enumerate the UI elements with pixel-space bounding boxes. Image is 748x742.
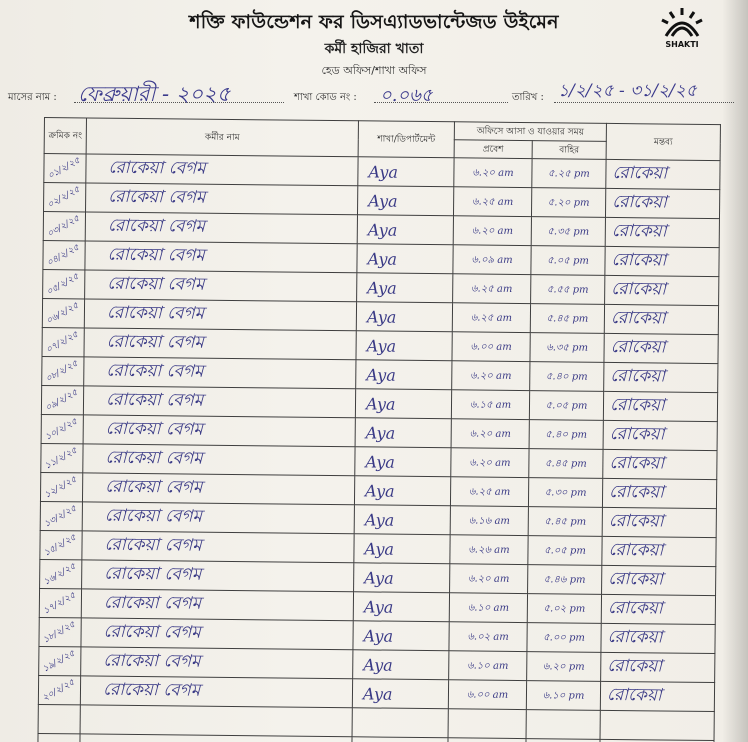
dept-cell (355, 447, 451, 477)
empty-cell (38, 733, 80, 742)
in-time-value: ৬.২৫ am (470, 311, 513, 324)
serial-value: ১৮/২/২৫ (41, 619, 78, 646)
empty-cell (38, 704, 80, 733)
empty-cell (448, 709, 526, 739)
out-time-cell (528, 507, 602, 537)
header-time-group: অফিসে আসা ও যাওয়ার সময় (454, 122, 606, 142)
out-time-cell (529, 391, 603, 421)
name-cell (82, 502, 354, 534)
name-cell (82, 473, 354, 505)
name-cell (86, 154, 358, 186)
serial-cell (43, 269, 85, 298)
remark-signature: রোকেয়া (609, 423, 665, 445)
remark-cell (604, 362, 718, 392)
serial-cell (40, 530, 82, 559)
name-cell (80, 676, 352, 708)
empty-cell (448, 738, 526, 742)
remark-cell (602, 536, 716, 566)
out-time-cell (528, 478, 602, 508)
in-time-cell (449, 622, 527, 652)
name-cell (85, 212, 357, 244)
out-time-value: ৫.৪৫ pm (546, 312, 589, 325)
in-time-value: ৬.১০ am (467, 601, 510, 614)
out-time-value: ৫.০৫ pm (544, 544, 586, 557)
employee-name: রোকেয়া বেগম (104, 534, 202, 556)
employee-name: রোকেয়া বেগম (106, 360, 204, 382)
in-time-cell (451, 448, 529, 478)
dept-cell (354, 476, 450, 506)
out-time-cell (529, 449, 603, 479)
serial-cell (40, 472, 82, 501)
serial-value: ০৬/২/২৫ (44, 300, 81, 327)
remark-cell (601, 623, 715, 653)
name-cell (83, 386, 355, 418)
out-time-cell (528, 536, 602, 566)
out-time-value: ৫.৪৫ pm (544, 457, 587, 470)
remark-signature: রোকেয়া (612, 191, 668, 213)
dept-cell (352, 679, 448, 709)
out-time-value: ৫.৪৫ pm (544, 515, 587, 528)
dept-cell (356, 331, 452, 361)
sun-rays-logo-icon (656, 6, 708, 40)
employee-name: রোকেয়া বেগম (103, 621, 201, 643)
in-time-value: ৬.০৯ am (471, 253, 513, 266)
serial-value: ১৯/২/২৫ (41, 648, 77, 675)
in-time-value: ৬.০০ am (470, 340, 512, 353)
remark-signature: রোকেয়া (608, 568, 664, 590)
out-time-cell (531, 275, 605, 305)
remark-signature: রোকেয়া (609, 394, 665, 416)
out-time-value: ৫.২৫ pm (548, 167, 590, 180)
remark-signature: রোকেয়া (607, 626, 663, 648)
serial-cell (41, 385, 83, 414)
dept-cell (357, 186, 453, 216)
dept-cell (355, 418, 451, 448)
department-value: Aya (364, 509, 395, 530)
serial-value: ১১/২/২৫ (43, 445, 80, 472)
remark-signature: রোকেয়া (610, 365, 666, 387)
department-value: Aya (365, 393, 396, 414)
serial-cell (39, 617, 81, 646)
name-cell (82, 560, 354, 592)
remark-signature: রোকেয়া (611, 249, 667, 271)
department-value: Aya (367, 248, 398, 269)
name-cell (81, 618, 353, 650)
in-time-value: ৬.২০ am (467, 572, 510, 585)
serial-value: ০২/২/২৫ (46, 184, 82, 211)
in-time-cell (448, 680, 526, 710)
serial-value: ০৪/২/২৫ (45, 242, 82, 269)
in-time-cell (451, 390, 529, 420)
employee-name: রোকেয়া বেগম (106, 302, 205, 324)
header-dept: শাখা/ডিপার্টমেন্ট (358, 121, 454, 158)
remark-cell (605, 246, 719, 276)
employee-name: রোকেয়া বেগম (103, 650, 201, 672)
remark-signature: রোকেয়া (606, 684, 662, 706)
name-cell (84, 357, 356, 389)
in-time-cell (452, 332, 530, 362)
in-time-value: ৬.২০ am (471, 224, 514, 237)
remark-cell (602, 565, 716, 595)
department-value: Aya (363, 625, 394, 646)
department-value: Aya (363, 654, 393, 675)
serial-value: ০৫/২/২৫ (45, 271, 81, 298)
dept-cell (357, 244, 453, 274)
remark-signature: রোকেয়া (607, 655, 663, 677)
out-time-cell (531, 217, 605, 247)
employee-name: রোকেয়া বেগম (108, 186, 206, 208)
out-time-cell (527, 652, 601, 682)
serial-cell (43, 240, 85, 269)
employee-name: রোকেয়া বেগম (105, 476, 203, 498)
in-time-value: ৬.২০ am (470, 369, 512, 382)
header-out: বাহির (532, 141, 606, 160)
in-time-cell (454, 158, 532, 188)
out-time-value: ৫.৩০ pm (544, 486, 587, 499)
remark-signature: রোকেয়া (609, 452, 665, 474)
remark-cell (601, 594, 715, 624)
name-cell (81, 647, 353, 679)
remark-cell (605, 188, 719, 218)
remark-cell (603, 391, 717, 421)
serial-value: ১৩/২/২৫ (42, 503, 79, 530)
serial-value: ০৭/২/২৫ (44, 329, 81, 356)
remark-cell (601, 652, 715, 682)
in-time-cell (452, 303, 530, 333)
remark-cell (602, 507, 716, 537)
branch-code-label: শাখা কোড নং : (294, 92, 357, 103)
out-time-value: ৫.৪০ pm (545, 370, 588, 383)
serial-value: ০৮/২/২৫ (44, 358, 80, 385)
in-time-value: ৬.২০ am (469, 456, 511, 469)
serial-value: ০৯/২/২৫ (43, 387, 80, 414)
in-time-cell (450, 535, 528, 565)
out-time-cell (527, 594, 601, 624)
in-time-value: ৬.২৬ am (468, 543, 510, 556)
dept-cell (354, 505, 450, 535)
dept-cell (357, 273, 453, 303)
in-time-value: ৬.১৫ am (469, 398, 512, 411)
remark-signature: রোকেয়া (612, 162, 668, 184)
dept-cell (358, 157, 454, 187)
remark-signature: রোকেয়া (608, 510, 664, 532)
in-time-cell (453, 187, 531, 217)
remark-signature: রোকেয়া (611, 220, 667, 242)
serial-value: ০১/২/২৫ (46, 155, 83, 182)
in-time-cell (452, 361, 530, 391)
serial-value: ১৬/২/২৫ (42, 561, 78, 588)
in-time-value: ৬.২৫ am (471, 195, 514, 208)
employee-name: রোকেয়া বেগম (105, 418, 204, 440)
serial-value: ১০/২/২৫ (43, 416, 80, 443)
department-value: Aya (367, 219, 398, 240)
remark-signature: রোকেয়া (611, 278, 667, 300)
remark-signature: রোকেয়া (609, 481, 665, 503)
out-time-cell (530, 304, 604, 334)
employee-name: রোকেয়া বেগম (106, 331, 204, 353)
out-time-cell (531, 188, 605, 218)
empty-cell (80, 705, 352, 737)
remark-cell (602, 478, 716, 508)
employee-name: রোকেয়া বেগম (104, 505, 203, 527)
remark-cell (603, 449, 717, 479)
name-cell (84, 328, 356, 360)
out-time-cell (532, 159, 606, 189)
serial-cell (41, 414, 83, 443)
out-time-cell (531, 246, 605, 276)
remark-cell (604, 304, 718, 334)
date-label: তারিখ : (512, 92, 544, 103)
serial-cell (42, 327, 84, 356)
department-value: Aya (368, 161, 399, 182)
employee-name: রোকেয়া বেগম (105, 447, 203, 469)
out-time-value: ৬.২০ pm (542, 660, 585, 673)
department-value: Aya (362, 683, 393, 704)
out-time-value: ৬.১০ pm (542, 689, 585, 702)
name-cell (85, 270, 357, 302)
attendance-table (37, 117, 721, 742)
out-time-value: ৬.৩৫ pm (546, 341, 589, 354)
department-value: Aya (366, 364, 396, 385)
date-dots (554, 102, 734, 103)
header-name: কর্মীর নাম (86, 118, 358, 157)
in-time-value: ৬.০০ am (466, 688, 509, 701)
out-time-value: ৫.৩৫ pm (547, 225, 590, 238)
date-value: ১/২/২৫ - ৩১/২/২৫ (558, 81, 697, 101)
dept-cell (353, 592, 449, 622)
serial-cell (43, 212, 85, 241)
out-time-value: ৫.২০ pm (547, 196, 590, 209)
out-time-value: ৫.৪৬ pm (543, 573, 586, 586)
branch-code-value: ০.০৬৫ (380, 85, 433, 106)
page-subtitle: কর্মী হাজিরা খাতা (324, 41, 424, 57)
serial-cell (39, 646, 81, 675)
out-time-cell (529, 420, 603, 450)
dept-cell (354, 563, 450, 593)
in-time-cell (450, 506, 528, 536)
header-serial: ক্রমিক নং (44, 118, 86, 154)
in-time-value: ৬.২৫ am (471, 282, 513, 295)
serial-value: ০৩/২/২৫ (45, 213, 82, 240)
serial-cell (44, 183, 86, 212)
in-time-value: ৬.২০ am (469, 427, 511, 440)
employee-name: রোকেয়া বেগম (107, 215, 206, 237)
dept-cell (353, 650, 449, 680)
out-time-cell (528, 565, 602, 595)
out-time-cell (526, 681, 600, 711)
empty-cell (352, 737, 448, 742)
department-value: Aya (366, 335, 397, 356)
dept-cell (356, 302, 452, 332)
department-value: Aya (364, 567, 394, 588)
serial-value: ২০/২/২৫ (40, 677, 77, 704)
employee-name: রোকেয়া বেগম (102, 679, 201, 701)
in-time-cell (453, 245, 531, 275)
serial-cell (40, 559, 82, 588)
in-time-cell (450, 477, 528, 507)
serial-value: ১২/২/২৫ (43, 474, 79, 501)
name-cell (85, 241, 357, 273)
employee-name: রোকেয়া বেগম (105, 389, 204, 411)
remark-cell (604, 333, 718, 363)
in-time-value: ৬.১৬ am (468, 514, 510, 527)
remark-cell (603, 420, 717, 450)
in-time-cell (449, 651, 527, 681)
name-cell (81, 589, 353, 621)
page-edge-shadow (722, 0, 748, 742)
department-value: Aya (365, 480, 395, 501)
serial-value: ১৭/২/২৫ (41, 590, 78, 617)
employee-name: রোকেয়া বেগম (107, 244, 205, 266)
department-value: Aya (367, 277, 397, 298)
dept-cell (353, 621, 449, 651)
remark-cell (605, 217, 719, 247)
employee-name: রোকেয়া বেগম (108, 157, 206, 179)
in-time-value: ৬.০২ am (467, 630, 509, 643)
header-remarks: মন্তব্য (606, 123, 720, 160)
remark-cell (600, 681, 714, 711)
remark-signature: রোকেয়া (607, 597, 663, 619)
name-cell (84, 299, 356, 331)
department-value: Aya (368, 190, 398, 211)
dept-cell (354, 534, 450, 564)
serial-cell (44, 154, 86, 183)
serial-cell (42, 298, 84, 327)
month-label: মাসের নাম : (8, 92, 57, 103)
dept-cell (356, 360, 452, 390)
header-in: প্রবেশ (454, 140, 532, 159)
serial-cell (38, 675, 80, 704)
empty-cell (526, 739, 600, 742)
in-time-cell (450, 564, 528, 594)
remark-cell (606, 159, 720, 189)
out-time-value: ৫.০২ pm (543, 602, 586, 615)
serial-cell (39, 588, 81, 617)
out-time-value: ৫.৫৫ pm (546, 283, 589, 296)
remark-signature: রোকেয়া (610, 307, 666, 329)
department-value: Aya (365, 422, 396, 443)
out-time-cell (530, 362, 604, 392)
month-dots (74, 102, 284, 103)
serial-cell (42, 356, 84, 385)
out-time-cell (530, 333, 604, 363)
out-time-value: ৫.৪০ pm (545, 428, 588, 441)
empty-cell (526, 710, 600, 740)
out-time-value: ৫.০৫ pm (545, 399, 588, 412)
remark-signature: রোকেয়া (608, 539, 664, 561)
shakti-logo (656, 6, 708, 52)
remark-signature: রোকেয়া (610, 336, 666, 358)
serial-value: ১৫/২/২৫ (42, 532, 79, 559)
empty-cell (352, 708, 448, 738)
department-value: Aya (365, 451, 395, 472)
department-value: Aya (366, 306, 397, 327)
in-time-value: ৬.১০ am (467, 659, 509, 672)
out-time-cell (527, 623, 601, 653)
name-cell (86, 183, 358, 215)
employee-name: রোকেয়া বেগম (104, 563, 202, 585)
employee-name: রোকেয়া বেগম (103, 592, 202, 614)
month-value: ফেব্রুয়ারী - ২০২৫ (78, 82, 231, 106)
serial-cell (40, 501, 82, 530)
serial-cell (41, 443, 83, 472)
name-cell (82, 531, 354, 563)
name-cell (83, 444, 355, 476)
in-time-cell (449, 593, 527, 623)
logo-text: SHAKTI (665, 40, 699, 49)
name-cell (83, 415, 355, 447)
office-line: হেড অফিস/শাখা অফিস (321, 64, 427, 77)
dept-cell (357, 215, 453, 245)
empty-cell (600, 710, 714, 740)
page-title: শক্তি ফাউন্ডেশন ফর ডিসএ্যাডভান্টেজড উইমেন (189, 11, 559, 33)
department-value: Aya (364, 538, 395, 559)
in-time-value: ৬.২০ am (472, 166, 514, 179)
out-time-value: ৫.০০ pm (543, 631, 585, 644)
out-time-value: ৫.০৫ pm (547, 254, 589, 267)
in-time-value: ৬.২৫ am (468, 485, 511, 498)
employee-name: রোকেয়া বেগম (107, 273, 205, 295)
department-value: Aya (363, 596, 394, 617)
branch-code-dots (374, 102, 508, 103)
in-time-cell (453, 216, 531, 246)
remark-cell (605, 275, 719, 305)
in-time-cell (453, 274, 531, 304)
in-time-cell (451, 419, 529, 449)
dept-cell (355, 389, 451, 419)
